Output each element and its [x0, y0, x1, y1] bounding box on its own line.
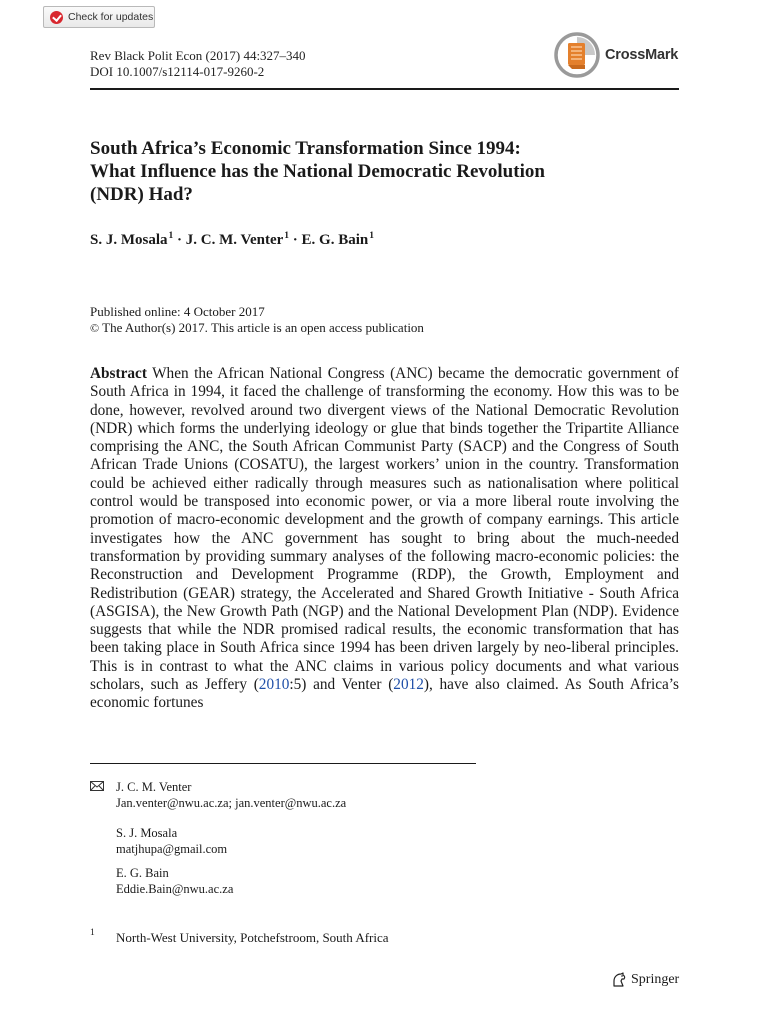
affiliation-marker[interactable]: 1	[168, 231, 174, 241]
check-for-updates-label: Check for updates	[68, 11, 154, 23]
published-date: Published online: 4 October 2017	[90, 304, 265, 319]
footnote-divider	[90, 763, 476, 764]
abstract	[90, 365, 679, 713]
author-name[interactable]: J. C. M. Venter	[185, 232, 284, 248]
contact-email[interactable]: Eddie.Bain@nwu.ac.za	[116, 882, 234, 896]
article-title	[90, 137, 690, 206]
author-name[interactable]: S. J. Mosala	[90, 232, 168, 248]
affiliation-text: North-West University, Potchefstroom, South Africa	[116, 930, 389, 945]
title-line: (NDR) Had?	[90, 184, 193, 205]
journal-citation: Rev Black Polit Econ (2017) 44:327–340	[90, 48, 306, 63]
contact-name: E. G. Bain	[116, 866, 169, 880]
springer-logo	[611, 972, 679, 988]
springer-horse-icon	[611, 972, 627, 988]
contact-name: S. J. Mosala	[116, 826, 178, 840]
crossmark-icon	[554, 32, 600, 78]
check-updates-icon	[50, 11, 63, 24]
abstract-text: :5) and Venter (	[289, 676, 394, 694]
contact-venter	[116, 779, 346, 811]
citation-link-2010[interactable]: 2010	[258, 676, 290, 694]
crossmark-link[interactable]	[554, 32, 678, 78]
author-name[interactable]: E. G. Bain	[301, 232, 369, 248]
affiliation-marker[interactable]: 1	[284, 231, 290, 241]
publication-info	[90, 304, 424, 336]
copyright-text: The Author(s) 2017. This article is an open access publication	[99, 320, 424, 335]
contact-email[interactable]: Jan.venter@nwu.ac.za; jan.venter@nwu.ac.za	[116, 796, 347, 810]
copyright-symbol: ©	[90, 321, 100, 335]
publisher-name: Springer	[631, 972, 680, 987]
check-for-updates-button[interactable]	[43, 6, 155, 28]
contact-bain	[116, 865, 233, 897]
author-separator: ·	[173, 232, 186, 248]
author-separator: ·	[289, 232, 302, 248]
journal-citation-block	[90, 48, 306, 80]
affiliation-marker[interactable]: 1	[369, 231, 374, 241]
doi[interactable]: DOI 10.1007/s12114-017-9260-2	[90, 64, 265, 79]
abstract-text: ), have also claimed. As South Africa’s economic fortunes	[90, 676, 680, 712]
affiliation-number: 1	[90, 928, 95, 938]
title-line: South Africa’s Economic Transformation Since 1994:	[90, 138, 521, 159]
crossmark-label: CrossMark	[605, 47, 679, 63]
header-divider	[90, 88, 679, 90]
contact-mosala	[116, 825, 227, 857]
author-list	[90, 231, 374, 249]
title-line: What Influence has the National Democratic Revolution	[90, 161, 545, 182]
contact-name: J. C. M. Venter	[116, 780, 192, 794]
contact-email[interactable]: matjhupa@gmail.com	[116, 842, 228, 856]
abstract-label: Abstract	[90, 365, 147, 382]
envelope-icon	[90, 781, 104, 791]
citation-link-2012[interactable]: 2012	[393, 676, 424, 694]
copyright-line	[90, 320, 424, 336]
abstract-text: When the African National Congress (ANC) became the democratic government of South Africa in 1994, it faced the challenge of transforming the economy. How this was to be done, however, revolved around two divergent views of the National Democratic Revolution (NDR) which forms the underlying ideology or glue that binds together the Tripartite Alliance comprising the ANC, the South African Communist Party (SACP) and the Congress of South African Trade Unions (COSATU), the largest workers’ union in the country. Transformation could be achieved either radically through measures such as nationalisation where political control would be transposed into economic power, or via a more liberal route involving the promotion of macro-economic development and the growth of company earnings. This article investigates how the ANC government has sought to bring about the much-needed transformation by providing summary analyses of the following macro-economic policies: the Reconstruction and Development Programme (RDP), the Growth, Employment and Redistribution (GEAR) strategy, the Accelerated and Shared Growth Initiative - South Africa (ASGISA), the New Growth Path (NGP) and the National Development Plan (NDP). Evidence suggests that while the NDR promised radical results, the economic transformation that has been taking place in South Africa since 1994 has been driven largely by neo-liberal principles. This is in contrast to what the ANC claims in various policy documents and what various scholars, such as Jeffery (	[90, 365, 679, 694]
